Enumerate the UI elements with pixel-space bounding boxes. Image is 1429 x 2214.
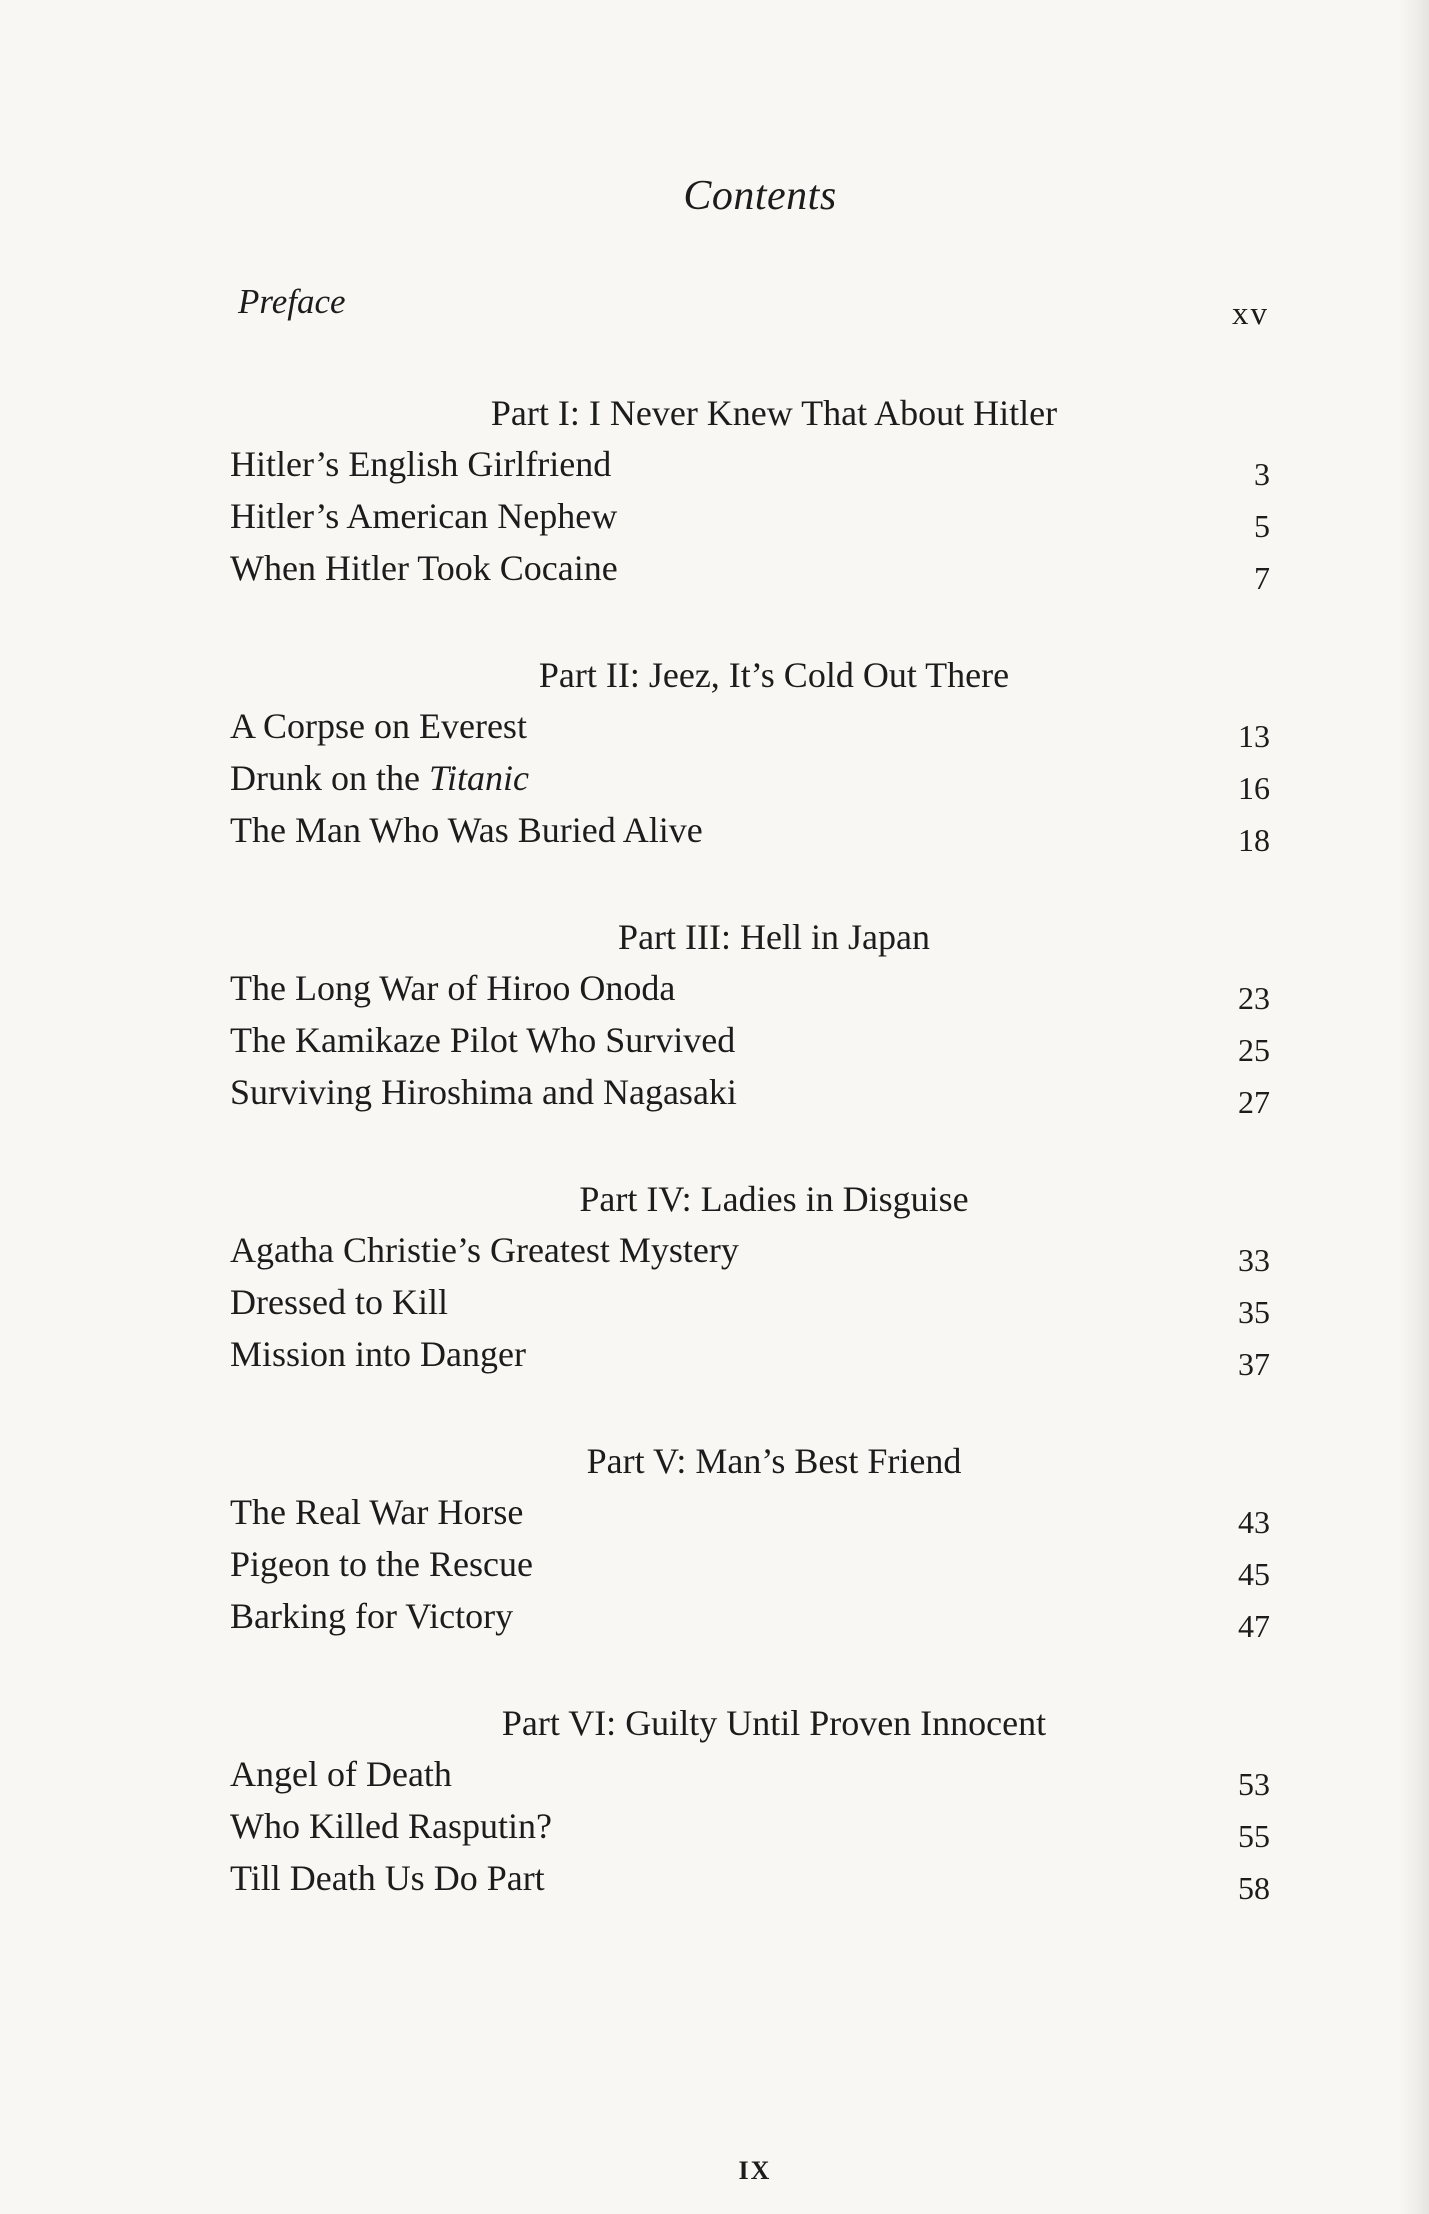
toc-entry <box>230 1538 1270 1590</box>
entry-page-number: 25 <box>1238 1032 1270 1068</box>
entry-page-number: 47 <box>1238 1608 1270 1644</box>
toc-entry <box>230 1800 1270 1852</box>
toc-entry <box>230 542 1270 594</box>
toc-entry <box>230 1328 1270 1380</box>
entry-title: Angel of Death <box>230 1754 452 1794</box>
page-folio: IX <box>738 2156 772 2185</box>
toc-entry <box>230 962 1270 1014</box>
entry-title: A Corpse on Everest <box>230 706 527 746</box>
entry-title: Agatha Christie’s Greatest Mystery <box>230 1230 739 1270</box>
entry-page-number: 23 <box>1238 980 1270 1016</box>
entry-title: The Real War Horse <box>230 1492 524 1532</box>
entry-title: Mission into Danger <box>230 1334 526 1374</box>
part-section <box>230 912 1270 1118</box>
part-section <box>230 1174 1270 1380</box>
part-heading: Part I: I Never Knew That About Hitler <box>490 393 1058 433</box>
toc-entry <box>230 1276 1270 1328</box>
toc-entry <box>230 1224 1270 1276</box>
part-section <box>230 388 1270 594</box>
part-heading: Part II: Jeez, It’s Cold Out There <box>538 655 1010 695</box>
toc-entry <box>230 1014 1270 1066</box>
preface-label: Preface <box>238 282 346 321</box>
entry-page-number: 5 <box>1254 508 1270 544</box>
part-heading: Part IV: Ladies in Disguise <box>579 1179 969 1219</box>
entry-title: Pigeon to the Rescue <box>230 1544 533 1584</box>
entry-title: Barking for Victory <box>230 1596 514 1636</box>
entry-title: Till Death Us Do Part <box>230 1858 545 1898</box>
part-section <box>230 650 1270 856</box>
entry-title: Dressed to Kill <box>230 1282 448 1322</box>
entry-page-number: 45 <box>1238 1556 1270 1592</box>
entry-page-number: 58 <box>1238 1870 1270 1906</box>
entry-title-prefix: Drunk on the <box>230 758 429 798</box>
entry-title <box>230 752 529 804</box>
entry-page-number: 43 <box>1238 1504 1270 1540</box>
part-section <box>230 1698 1270 1904</box>
entry-title: When Hitler Took Cocaine <box>230 548 618 588</box>
entry-title: The Kamikaze Pilot Who Survived <box>230 1020 736 1060</box>
entry-page-number: 33 <box>1238 1242 1270 1278</box>
preface-entry <box>230 282 1269 332</box>
part-heading: Part VI: Guilty Until Proven Innocent <box>501 1703 1047 1743</box>
entry-title: Hitler’s English Girlfriend <box>230 444 612 484</box>
part-section <box>230 1436 1270 1642</box>
preface-page-number: xv <box>1232 296 1269 332</box>
toc-entry <box>230 438 1270 490</box>
entry-title: Surviving Hiroshima and Nagasaki <box>230 1072 737 1112</box>
entry-title: Who Killed Rasputin? <box>230 1806 552 1846</box>
entry-page-number: 7 <box>1254 560 1270 596</box>
entry-title: The Man Who Was Buried Alive <box>230 810 703 850</box>
part-heading: Part III: Hell in Japan <box>618 917 930 957</box>
toc-entry <box>230 1486 1270 1538</box>
entry-title: Hitler’s American Nephew <box>230 496 618 536</box>
toc-entry <box>230 1852 1270 1904</box>
entry-page-number: 16 <box>1238 770 1270 806</box>
page-title: Contents <box>683 173 837 219</box>
entry-page-number: 53 <box>1238 1766 1270 1802</box>
entry-page-number: 35 <box>1238 1294 1270 1330</box>
toc-entry <box>230 700 1270 752</box>
entry-page-number: 18 <box>1238 822 1270 858</box>
part-heading: Part V: Man’s Best Friend <box>586 1441 962 1481</box>
toc-entry <box>230 804 1270 856</box>
entry-page-number: 27 <box>1238 1084 1270 1120</box>
entry-page-number: 13 <box>1238 718 1270 754</box>
entry-page-number: 37 <box>1238 1346 1270 1382</box>
toc-entry <box>230 752 1270 804</box>
entry-page-number: 55 <box>1238 1818 1270 1854</box>
toc-entry <box>230 1590 1270 1642</box>
page-edge-shadow <box>1398 0 1429 2214</box>
toc-entry <box>230 1066 1270 1118</box>
toc-entry <box>230 1748 1270 1800</box>
entry-title: The Long War of Hiroo Onoda <box>230 968 676 1008</box>
toc-entry <box>230 490 1270 542</box>
entry-page-number: 3 <box>1254 456 1270 492</box>
ship-name: Titanic <box>428 758 529 798</box>
